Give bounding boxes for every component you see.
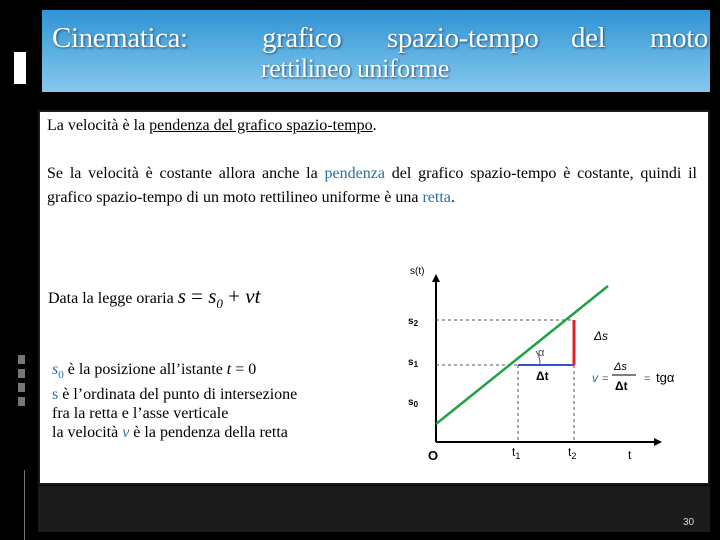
sym: v [122,424,130,442]
space-time-graph [390,252,710,462]
sym: s [408,316,414,327]
text: Se la velocità è costante allora anche la [47,165,325,182]
title-word: spazio-tempo [387,22,539,54]
sym: s [408,397,414,408]
paragraph-constant [47,162,697,210]
fraction-denominator: Δt [615,379,628,393]
title-word: grafico [262,22,342,54]
note-s0 [52,360,297,385]
decor-line [24,470,25,540]
text: è l’ordinata del punto di intersezione [58,386,298,404]
delta-s-label: Δs [594,329,609,343]
note-intersection: fra la retta e l’asse verticale [52,405,229,423]
bottom-bar [38,486,710,532]
sub: 2 [413,319,419,328]
text: è la posizione all’istante [63,361,227,378]
title-word: del [571,22,606,54]
formula-plus: + [222,284,246,308]
x-axis-label: t [628,448,632,462]
t2-label [568,445,576,461]
equals-1: = [602,373,609,385]
sub: 1 [413,360,419,369]
note-s [52,385,297,404]
formula-sub0: 0 [216,296,223,312]
equals-2: = [644,373,651,385]
content-box [38,110,710,485]
text: la velocità [52,424,123,442]
formula-s0: s [208,284,217,308]
v-label: v [592,371,598,385]
sym: t [568,445,572,459]
highlight-pendenza: pendenza [324,165,385,182]
law-line [48,284,260,312]
sub: 1 [515,451,521,461]
sym-sub: 0 [58,369,64,382]
notes [52,360,297,442]
y-axis-label: s(t) [410,266,425,277]
motion-line [436,286,608,424]
fraction-numerator: Δs [614,361,627,373]
note-velocity [52,423,297,442]
paragraph-velocity [47,117,377,135]
formula-s: s [177,284,186,308]
s2-label [408,316,419,328]
origin-label: O [428,448,439,462]
text: è la pendenza della retta [129,424,288,442]
page-number: 30 [683,517,695,528]
law-label: Data la legge oraria [48,290,174,307]
title-word: moto [650,22,709,54]
sym: s [52,361,59,378]
delta-t-label: Δt [536,369,549,383]
formula-eq: = [185,284,209,308]
sub: 2 [571,451,577,461]
text: La velocità è la [47,117,150,134]
t1-label [512,445,520,461]
title-bar [42,10,710,92]
sym: s [52,386,59,404]
sym: t [512,445,516,459]
tangent-label: tgα [656,370,675,385]
formula [177,284,261,312]
y-axis-arrow [432,274,440,282]
highlight-retta: retta [422,189,451,206]
sym: s [408,357,414,368]
text: del grafico spazio-tempo è costante, quindi il grafico spazio-tempo di un moto rettilineo uniforme è una [47,165,698,206]
alpha-label: α [538,347,545,359]
title-label: Cinematica: [52,22,188,54]
text: = 0 [231,361,257,378]
sym: t [226,361,232,378]
title-line-2: rettilineo uniforme [261,54,450,83]
s0-label [408,397,419,409]
x-axis-arrow [654,438,662,446]
decor-square-bottom [14,64,26,84]
decor-square-top [14,52,26,64]
text: . [372,117,377,134]
underlined-text: pendenza del grafico spazio-tempo [149,117,373,134]
formula-vt: vt [245,284,261,308]
text: . [450,189,455,206]
sub: 0 [413,400,419,409]
s1-label [408,357,419,369]
decor-ticks [18,355,25,411]
